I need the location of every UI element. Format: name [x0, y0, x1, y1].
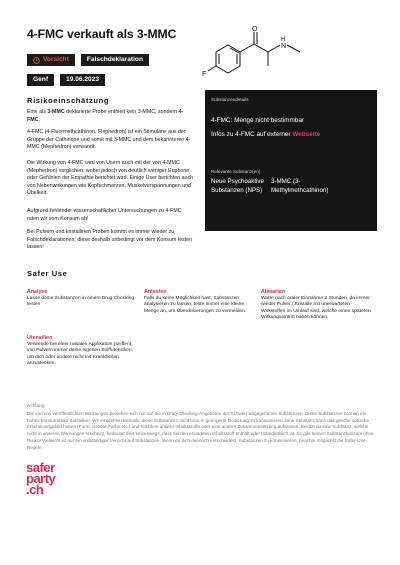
safer-use-analyse-text: Lasse deine Substanzen in einem Drug Checking testen [27, 296, 135, 308]
safer-use-antesten-text: Falls du keine Möglichkeit hast, Substanzen analysieren zu lassen, teste immer eine kleine Menge an, um Überdosierungen zu vermeiden. [144, 296, 247, 314]
safer-use-antesten-head: Antesten [144, 289, 167, 295]
safer-use-utensilien-text: Verwende bei einer nasalen Applikation (sniffen) von Pulvern immer deine eigenen Sniffutensilien, um dich oder andere nicht mit Krankheiten anzustecken. [27, 342, 133, 366]
atom-h-label: H [281, 37, 286, 43]
disclaimer-text: Die von uns veröffentlichten Warnungen beziehen sich nur auf die in Drug-Checking-Angeboten der Schweiz abgegebenen Substanzen. Diese Substanzen können ein hohes Konsumrisiko darstellen. Wir empfehlen deshalb, diese Substanzen nicht bzw. in geringerer Dosierung zu konsumieren. Eine Substanz kann das gleiche optische Erscheinungsbild haben (Form, Grösse,Farbe etc.) und trotzdem andere Inhaltsstoffe oder eine andere Zusammensetzung aufweisen. Besitzt du eine Substanz, welche nicht in unseren Warnungen erscheint, bedeutet dies keineswegs, dass sie den erwarteten Inhaltsstoff enthält oder unbedenklich ist. Es gibt keinen Substanzkonsum ohne Risiko! Vielleicht ist nur ein vollständiger Verzicht auf Substanzen. Wenn du dich dennoch entscheidest, Substanzen zu konsumieren, beachte möglichst die Safer-Use-Regeln. [27, 411, 374, 450]
risk-p1-text: Eine als [27, 109, 48, 115]
risk-paragraph-2: 4-FMC (4-Fluormethcathinon, Flephedron) ist ein Stimulans aus der Gruppe der Cathinone und somit mit 3-MMC und dem bekannteren 4-MMC (Mephedron) verwandt. [27, 129, 191, 151]
logo-line-1: safer [26, 460, 55, 475]
risk-p1-text-end: . [38, 116, 40, 123]
relevant-substance-category: Neue Psychoaktive Substanzen (NPS) [211, 178, 264, 194]
safer-use-abwarten [261, 289, 371, 321]
caution-badge [27, 54, 75, 66]
external-website-link[interactable]: Webseite [292, 131, 321, 138]
substance-amount: 4-FMC: Menge nicht bestimmbar [211, 117, 305, 124]
badge-row-status [27, 54, 149, 66]
safer-use-title: Safer Use [27, 269, 68, 278]
safer-use-antesten [144, 289, 254, 315]
caution-label: Vorsicht [43, 56, 69, 63]
page-title: 4-FMC verkauft als 3-MMC [27, 27, 177, 41]
false-declaration-badge: Falschdeklaration [81, 54, 149, 66]
saferparty-logo [26, 462, 76, 500]
risk-p1-substance-declared: 3-MMC [47, 109, 65, 115]
substance-info-text: Infos zu 4-FMC auf externer [211, 131, 293, 138]
risk-paragraph-5: Bei Pulvern und kristallinen Proben kommt es immer wieder zu Falschdeklarationen; diese deshalb unbedingt vor dem Konsum testen lassen! [27, 229, 193, 251]
safer-use-utensilien [27, 335, 139, 367]
disclaimer-head: Achtung [27, 404, 45, 409]
risk-p1-substance-found: 4-FMC [27, 109, 184, 123]
risk-paragraph-3: Die Wirkung von 4-FMC wird von Usern auch mit der von 4-MMC (Mephedron) verglichen, wobei jedoch von deutlich weniger Euphorie oder Gefühlen der Empathie berichtet wird. Einige User berichten auch von Nebenwirkungen wie Kopfschmerzen, Muskelverspannungen und Übelkeit. [27, 160, 194, 197]
date-badge: 19.06.2023 [60, 74, 105, 86]
substance-info-line [211, 131, 320, 138]
city-badge: Genf [27, 74, 54, 86]
relevant-substance-name: 3-MMC (3-Methylmethcathinon) [271, 178, 329, 194]
logo-line-2: party [26, 471, 56, 486]
safer-use-analyse [27, 289, 137, 309]
safer-use-abwarten-text: Warte nach oraler Einnahme 2 Stunden, da immer wieder Pulver / Kristalle mit unerwarteten Wirkstoffen im Umlauf sind, welche einen späteren Wirkungseintritt haben können. [261, 296, 371, 320]
risk-paragraph-1 [27, 109, 195, 124]
safer-use-analyse-head: Analyse [27, 289, 48, 295]
warning-icon [33, 57, 40, 64]
risk-p1-text-mid: deklarierte Probe enthielt kein 3-MMC, sondern [64, 109, 179, 115]
risk-assessment-title: Risikoeinschätzung [27, 96, 110, 105]
atom-o-label: O [252, 26, 258, 33]
risk-paragraph-4: Aufgrund fehlender wissenschaftlicher Untersuchungen zu 4-FMC raten wir vom Konsum ab! [27, 208, 182, 222]
logo-line-3: .ch [26, 482, 44, 497]
badge-row-meta [27, 74, 105, 86]
safer-use-abwarten-head: Abwarten [261, 289, 286, 295]
molecule-structure-diagram [196, 22, 306, 82]
atom-f-label: F [202, 71, 207, 78]
relevant-substances-label: Relevante Substanz(en) [211, 169, 261, 174]
safer-use-utensilien-head: Utensilien [27, 335, 53, 341]
substance-details-label: Substanzendetails [211, 97, 249, 102]
atom-n-label: N [281, 43, 287, 50]
substance-details-panel [205, 90, 377, 231]
